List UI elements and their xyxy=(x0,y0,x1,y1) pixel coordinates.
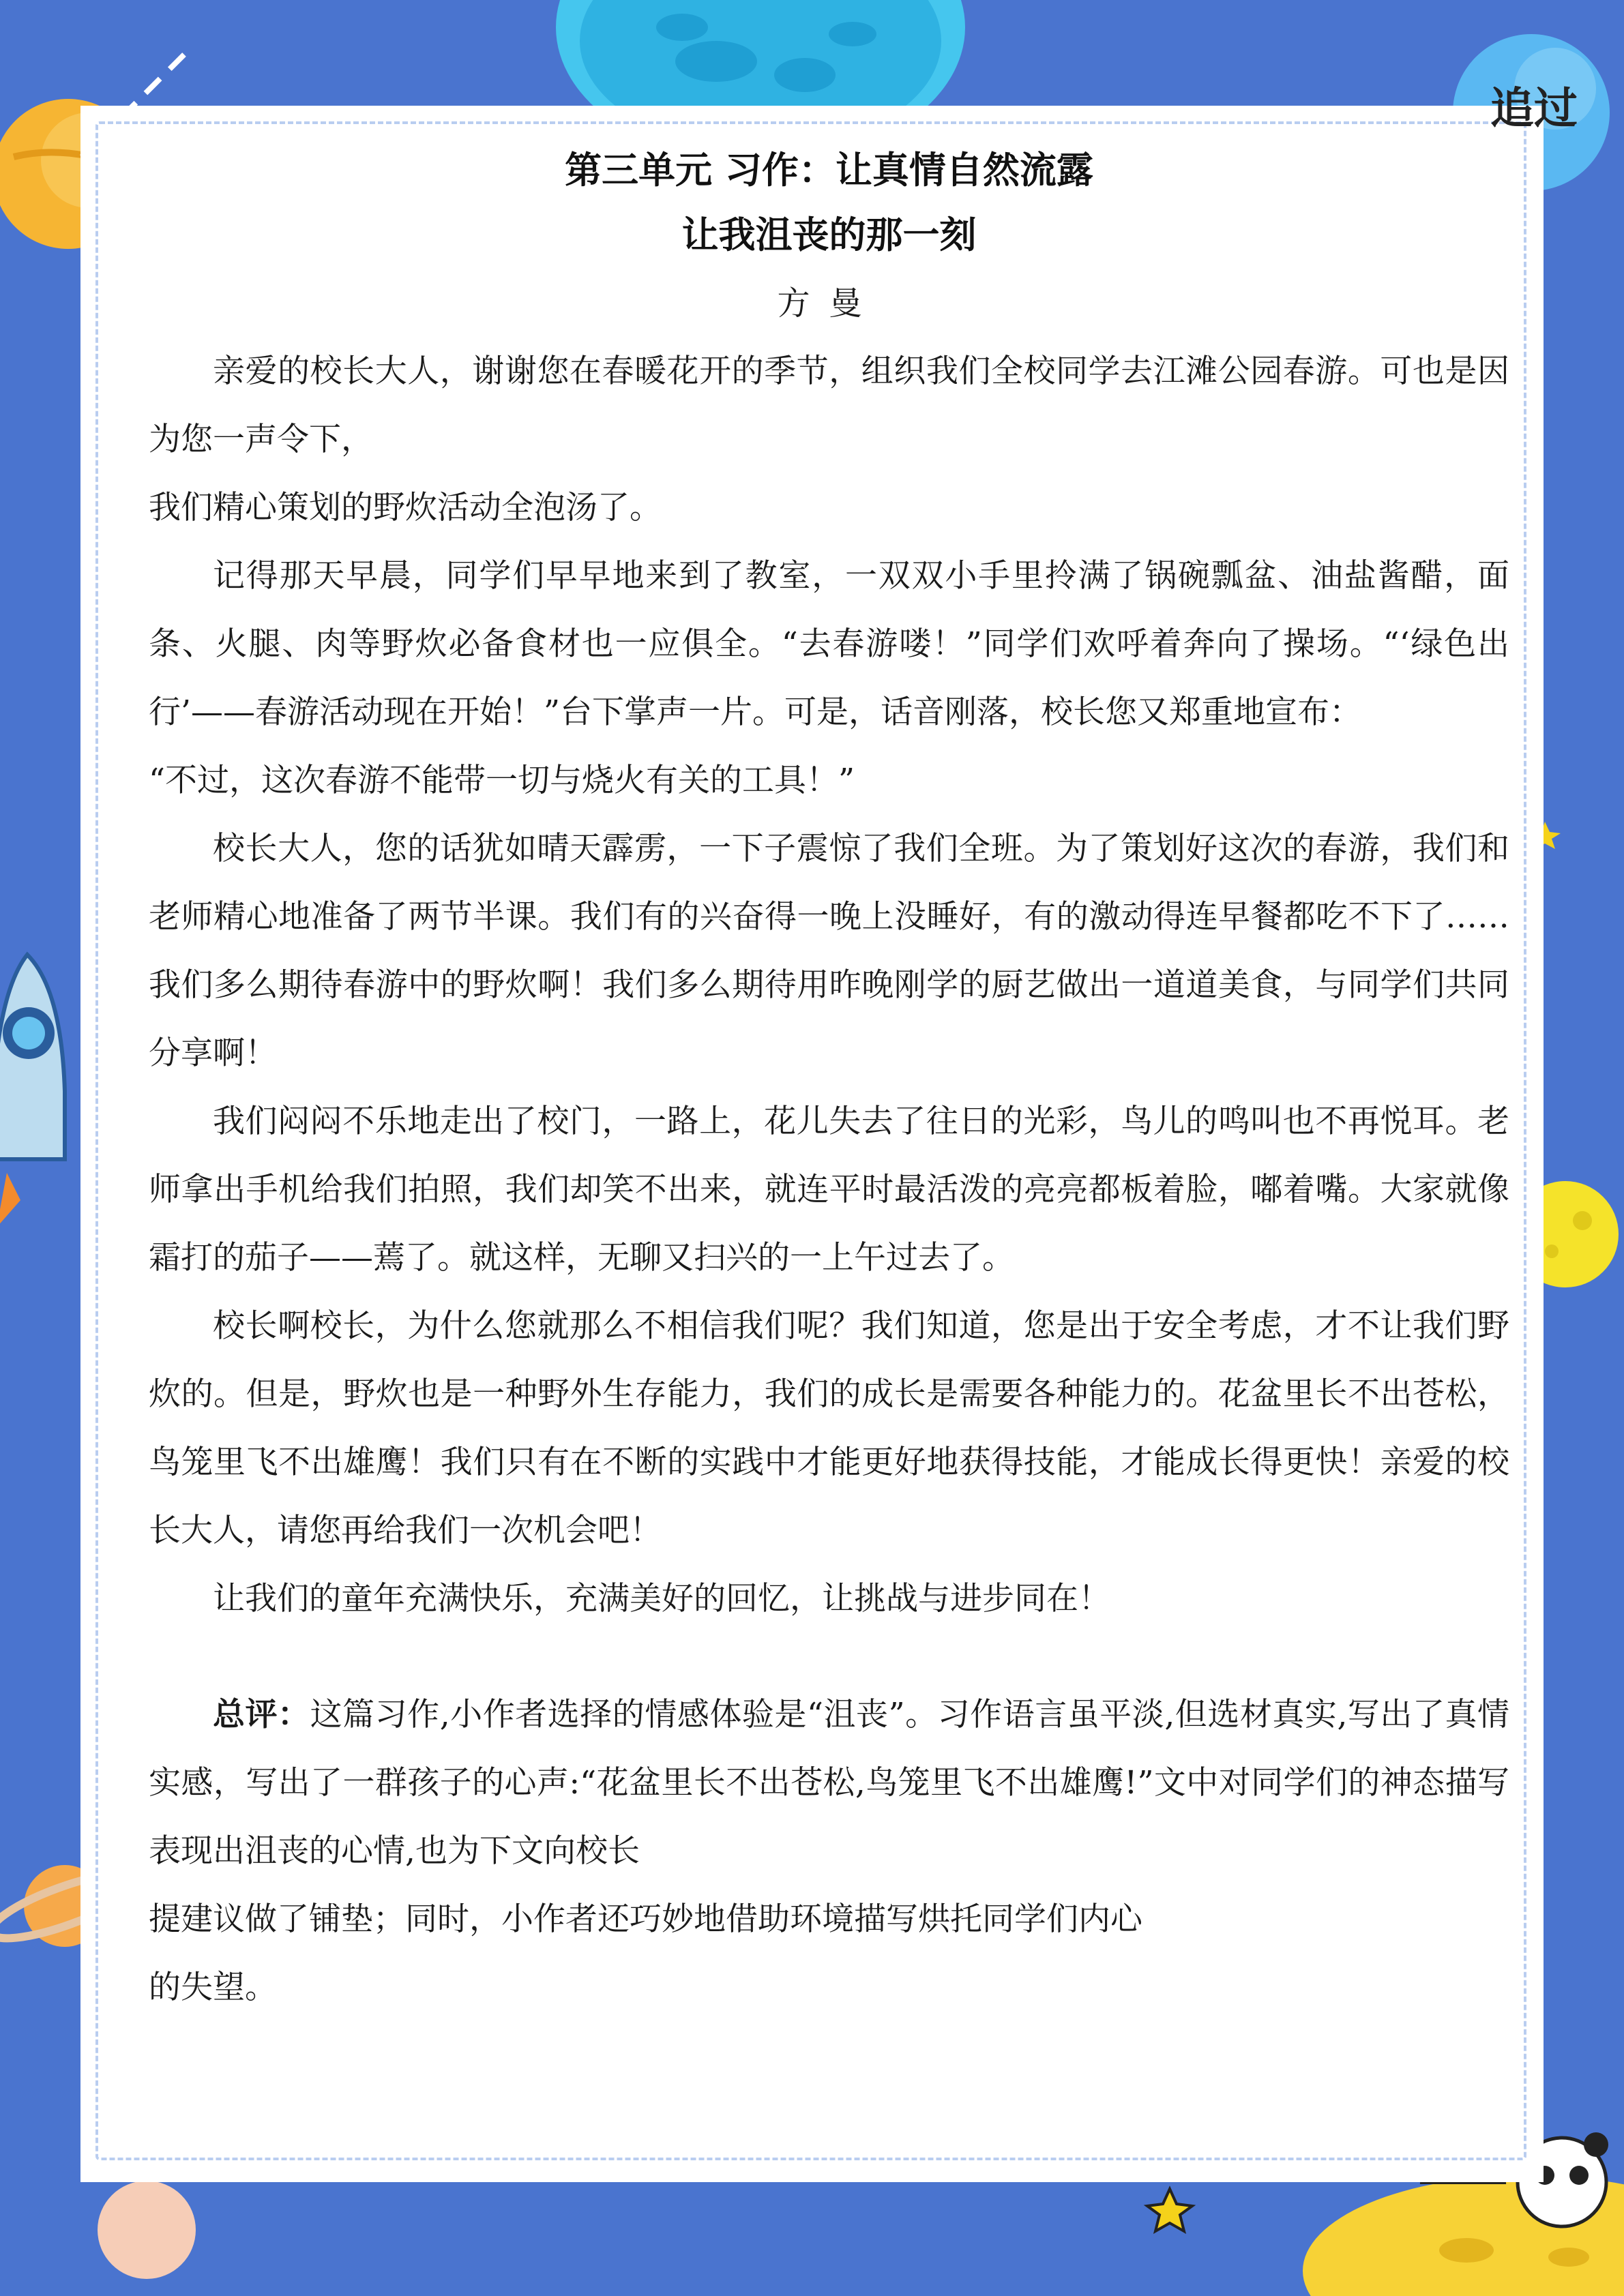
pink-planet-icon xyxy=(98,2181,196,2279)
review-line: 的失望。 xyxy=(149,1969,277,2006)
paragraph: 我们精心策划的野炊活动全泡汤了。 xyxy=(149,489,662,526)
paragraph: 校长啊校长，为什么您就那么不相信我们呢？我们知道，您是出于安全考虑，才不让我们野炊的。但是，野炊也是一种野外生存能力，我们的成长是需要各种能力的。花盆里长不出苍松，鸟笼里飞不出雄鹰！我们只有在不断的实践中才能更好地获得技能，才能成长得更快！亲爱的校长大人，请您再给我们一次机会吧！ xyxy=(149,1307,1509,1549)
review-label: 总评： xyxy=(213,1696,310,1733)
author-name: 方曼 xyxy=(777,284,881,323)
paragraph: 我们闷闷不乐地走出了校门，一路上，花儿失去了往日的光彩，鸟儿的鸣叫也不再悦耳。老师拿出手机给我们拍照，我们却笑不出来，就连平时最活泼的亮亮都板着脸，嘟着嘴。大家就像霜打的茄子——蔫了。就这样，无聊又扫兴的一上午过去了。 xyxy=(149,1103,1509,1277)
paragraph: 亲爱的校长大人，谢谢您在春暖花开的季节，组织我们全校同学去江滩公园春游。可也是因为您一声令下， xyxy=(149,353,1509,458)
paragraph: 让我们的童年充满快乐，充满美好的回忆，让挑战与进步同在！ xyxy=(213,1580,1110,1617)
paragraph: 记得那天早晨，同学们早早地来到了教室，一双双小手里拎满了锅碗瓢盆、油盐酱醋，面条、火腿、肉等野炊必备食材也一应俱全。“去春游喽！”同学们欢呼着奔向了操场。“‘绿色出行’——春游活动现在开始！”台下掌声一片。可是，话音刚落，校长您又郑重地宣布： xyxy=(149,557,1509,731)
paragraph: 校长大人，您的话犹如晴天霹雳，一下子震惊了我们全班。为了策划好这次的春游，我们和老师精心地准备了两节半课。我们有的兴奋得一晚上没睡好，有的激动得连早餐都吃不下了……我们多么期待春游中的野炊啊！我们多么期待用昨晚刚学的厨艺做出一道道美食，与同学们共同分享啊！ xyxy=(149,830,1509,1072)
badge-text: 追过 xyxy=(1490,84,1578,134)
review xyxy=(149,1681,1509,1885)
essay-title: 让我沮丧的那一刻 xyxy=(681,213,977,256)
unit-title: 第三单元 习作：让真情自然流露 xyxy=(565,149,1093,192)
review-text: 这篇习作,小作者选择的情感体验是“沮丧”。习作语言虽平淡,但选材真实,写出了真情实感，写出了一群孩子的心声:“花盆里长不出苍松,鸟笼里飞不出雄鹰!”文中对同学们的神态描写表现出沮丧的心情,也为下文向校长 xyxy=(149,1696,1510,1870)
paragraph: “不过，这次春游不能带一切与烧火有关的工具！” xyxy=(149,762,855,799)
star-icon xyxy=(1147,2189,1192,2231)
article xyxy=(149,140,1509,2022)
badge xyxy=(1490,78,1599,140)
review-line: 提建议做了铺垫；同时，小作者还巧妙地借助环境描写烘托同学们内心 xyxy=(149,1900,1142,1938)
spacer xyxy=(149,1633,1509,1681)
rocket-icon xyxy=(0,955,65,1227)
